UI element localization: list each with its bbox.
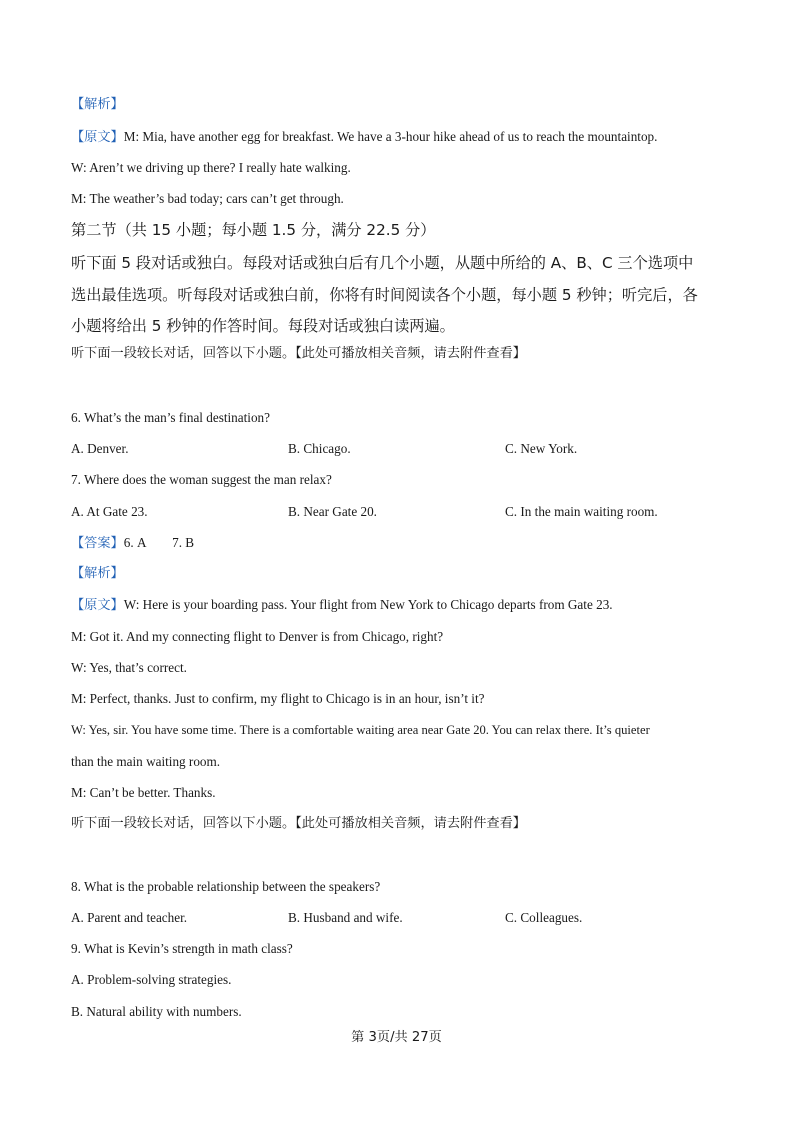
transcript-line: M: Perfect, thanks. Just to confirm, my flight to Chicago is in an hour, isn’t it? bbox=[71, 691, 485, 706]
section-title: 第二节（共 15 小题；每小题 1.5 分，满分 22.5 分） bbox=[71, 221, 436, 239]
instruction-line: 小题将给出 5 秒钟的作答时间。每段对话或独白读两遍。 bbox=[71, 317, 455, 335]
transcript-text: W: Here is your boarding pass. Your flight from New York to Chicago departs from Gate 23. bbox=[123, 597, 613, 612]
transcript-tag: 【原文】 bbox=[71, 598, 124, 613]
transcript-line: W: Yes, sir. You have some time. There is a comfortable waiting area near Gate 20. You can relax there. It’s quieter bbox=[71, 723, 650, 737]
option-b: B. Natural ability with numbers. bbox=[71, 1004, 242, 1019]
analysis-label: 【解析】 bbox=[71, 566, 124, 581]
option-a: A. At Gate 23. bbox=[71, 504, 148, 519]
option-b: B. Husband and wife. bbox=[288, 910, 403, 925]
option-b: B. Near Gate 20. bbox=[288, 504, 377, 519]
transcript-line bbox=[71, 128, 657, 147]
page-number: 第 3页/共 27页 bbox=[351, 1030, 442, 1045]
transcript-line: M: Can’t be better. Thanks. bbox=[71, 785, 216, 800]
answer-label: 【答案】 bbox=[71, 536, 124, 551]
option-c: C. New York. bbox=[505, 441, 578, 456]
transcript-line bbox=[71, 596, 613, 615]
instruction-line: 选出最佳选项。听每段对话或独白前，你将有时间阅读各个小题，每小题 5 秒钟；听完后，各 bbox=[71, 286, 698, 304]
analysis-label: 【解析】 bbox=[71, 97, 124, 112]
option-b: B. Chicago. bbox=[288, 441, 351, 456]
transcript-line: M: The weather’s bad today; cars can’t get through. bbox=[71, 191, 344, 206]
option-a: A. Problem-solving strategies. bbox=[71, 972, 232, 987]
question-stem: 7. Where does the woman suggest the man relax? bbox=[71, 472, 332, 487]
transcript-line: M: Got it. And my connecting flight to Denver is from Chicago, right? bbox=[71, 629, 444, 644]
transcript-line: than the main waiting room. bbox=[71, 754, 221, 769]
question-stem: 9. What is Kevin’s strength in math class? bbox=[71, 941, 293, 956]
instruction-line: 听下面 5 段对话或独白。每段对话或独白后有几个小题，从题中所给的 A、B、C 三个选项中 bbox=[71, 254, 694, 272]
option-c: C. In the main waiting room. bbox=[505, 504, 658, 519]
transcript-text: M: Mia, have another egg for breakfast. We have a 3-hour hike ahead of us to reach the mountaintop. bbox=[123, 129, 658, 144]
question-stem: 8. What is the probable relationship between the speakers? bbox=[71, 879, 381, 894]
option-a: A. Parent and teacher. bbox=[71, 910, 188, 925]
option-a: A. Denver. bbox=[71, 441, 129, 456]
listen-prompt: 听下面一段较长对话，回答以下小题。【此处可播放相关音频，请去附件查看】 bbox=[71, 346, 526, 361]
answer-line bbox=[71, 534, 194, 553]
transcript-line: W: Yes, that’s correct. bbox=[71, 660, 187, 675]
transcript-line: W: Aren’t we driving up there? I really hate walking. bbox=[71, 160, 351, 175]
question-stem: 6. What’s the man’s final destination? bbox=[71, 410, 270, 425]
option-c: C. Colleagues. bbox=[505, 910, 583, 925]
answer-text: 6. A 7. B bbox=[123, 535, 195, 550]
listen-prompt: 听下面一段较长对话，回答以下小题。【此处可播放相关音频，请去附件查看】 bbox=[71, 816, 526, 831]
transcript-tag: 【原文】 bbox=[71, 130, 124, 145]
